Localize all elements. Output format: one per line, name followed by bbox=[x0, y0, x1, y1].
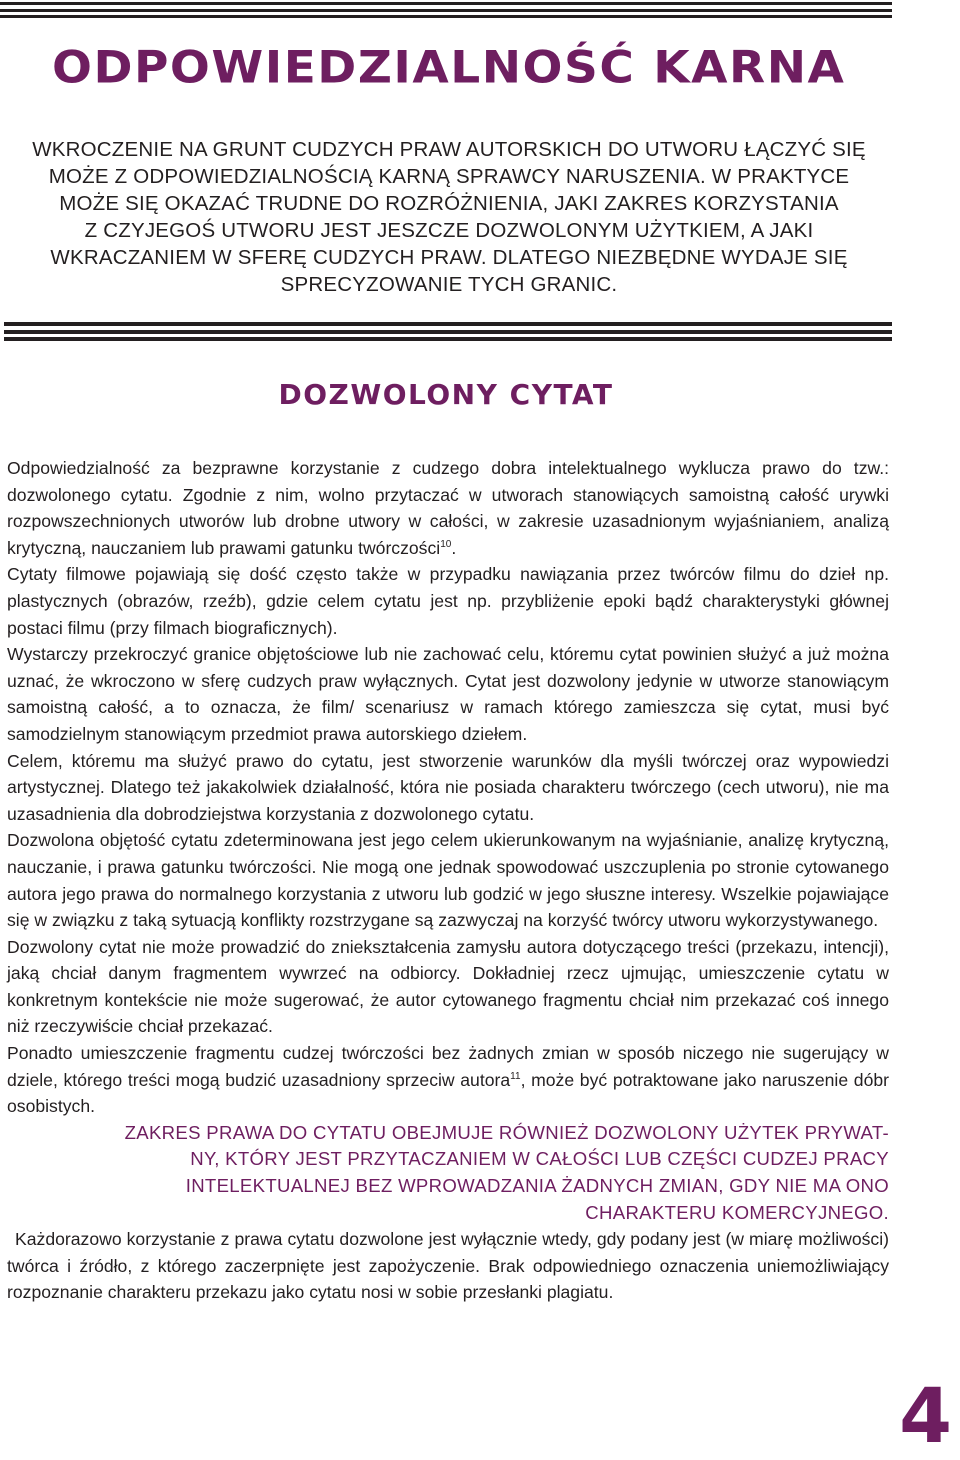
paragraph-text: . bbox=[451, 537, 457, 558]
section-heading: DOZWOLONY CYTAT bbox=[278, 378, 614, 411]
paragraph: Cytaty filmowe pojawiają się dość często także w przypadku nawiązania przez twórców filmu do dzieł np. plastycznych (obrazów, rzeźb), gdzie celem cytatu jest np. przybliżenie epoki bądź charakterystyki głównej postaci filmu (przy filmach biograficznych). bbox=[7, 564, 889, 638]
rule-line bbox=[4, 330, 892, 334]
paragraph-text: Odpowiedzialność za bezprawne korzystanie z cudzego dobra intelektualnego wyklucza prawo do tzw.: dozwolonego cytatu. Zgodnie z nim, wolno przytaczać w utworach stanowiących samoistną całość urywki rozpowszechnionych utworów lub drobne utwory w całości, w zakresie uzasadnionym wyjaśnianiem, analizą krytyczną, nauczaniem lub prawami gatunku twórczości bbox=[7, 458, 889, 558]
highlight-line: CHARAKTERU KOMERCYJNEGO. bbox=[585, 1201, 889, 1223]
rule-line bbox=[0, 2, 892, 5]
page-title: ODPOWIEDZIALNOŚĆ KARNA bbox=[52, 41, 846, 95]
intro-line: MOŻE SIĘ OKAZAĆ TRUDNE DO ROZRÓŻNIENIA, JAKI ZAKRES KORZYSTANIA bbox=[59, 192, 839, 215]
intro-line: WKROCZENIE NA GRUNT CUDZYCH PRAW AUTORSKICH DO UTWORU ŁĄCZYĆ SIĘ bbox=[32, 138, 866, 161]
highlight-line: INTELEKTUALNEJ BEZ WPROWADZANIA ŻADNYCH ZMIAN, GDY NIE MA ONO bbox=[185, 1175, 889, 1197]
footnote-ref: 10 bbox=[440, 538, 452, 550]
paragraph: Dozwolony cytat nie może prowadzić do zniekształcenia zamysłu autora dotyczącego treści (przekazu, intencji), jaką chciał danym fragmentem wywrzeć na odbiorcy. Dokładniej rzecz ujmując, umieszczenie cytatu w konkretnym kontekście nie może sugerować, że autor cytowanego fragmentu chciał nim przekazać coś innego niż rzeczywiście chciał przekazać. bbox=[7, 936, 889, 1037]
highlight-callout bbox=[7, 1120, 889, 1226]
intro-block bbox=[4, 136, 894, 298]
rule-line bbox=[0, 9, 892, 12]
footnote-ref: 11 bbox=[510, 1070, 521, 1082]
rule-line bbox=[4, 322, 892, 326]
article-body bbox=[7, 455, 889, 1306]
top-rules bbox=[0, 0, 892, 20]
closing-paragraph: Każdorazowo korzystanie z prawa cytatu dozwolone jest wyłącznie wtedy, gdy podany jest (w miarę możliwości) twórca i źródło, z którego zaczerpnięte jest zapożyczenie. Brak odpowiedniego oznaczenia uniemożliwiający rozpoznanie charakteru przekazu jako cytatu nosi w sobie przesłanki plagiatu. bbox=[7, 1229, 889, 1303]
paragraph: Dozwolona objętość cytatu zdeterminowana jest jego celem ukierunkowanym na wyjaśnianie, analizę krytyczną, nauczanie, i prawa gatunku twórczości. Nie mogą one jednak spowodować uszczuplenia po stronie cytowanego autora jego prawa do normalnego korzystania z utworu lub godzić w jego słuszne interesy. Wszelkie pojawiające się w związku z taką sytuacją konflikty rozstrzygane są zazwyczaj na korzyść twórcy utworu wykorzystywanego. bbox=[7, 830, 889, 931]
highlight-line: ZAKRES PRAWA DO CYTATU OBEJMUJE RÓWNIEŻ DOZWOLONY UŻYTEK PRYWAT- bbox=[124, 1121, 889, 1143]
paragraph bbox=[7, 455, 889, 561]
section-rules bbox=[4, 322, 892, 344]
intro-line: WKRACZANIEM W SFERĘ CUDZYCH PRAW. DLATEGO NIEZBĘDNE WYDAJE SIĘ bbox=[50, 246, 848, 269]
paragraph: Wystarczy przekroczyć granice objętościowe lub nie zachować celu, któremu cytat powinien służyć a już można uznać, że wkroczono w sferę cudzych praw wyłącznych. Cytat jest dozwolony jedynie w utworze stanowiącym samoistną całość, a to oznacza, że film/ scenariusz w ramach którego zamieszcza się cytat, musi być samodzielnym stanowiącym przedmiot prawa autorskiego dziełem. bbox=[7, 644, 889, 744]
paragraph-text: , może być potraktowane jako naruszenie dóbr osobistych. bbox=[7, 1069, 889, 1117]
page-number: 4 bbox=[899, 1371, 952, 1460]
highlight-line: NY, KTÓRY JEST PRZYTACZANIEM W CAŁOŚCI LUB CZĘŚCI CUDZEJ PRACY bbox=[190, 1148, 889, 1170]
paragraph-text: Ponadto umieszczenie fragmentu cudzej twórczości bez żadnych zmian w sposób niczego nie sugerujący w dziele, którego treści mogą budzić uzasadniony sprzeciw autora bbox=[7, 1043, 889, 1090]
rule-line bbox=[4, 337, 892, 341]
intro-line: MOŻE Z ODPOWIEDZIALNOŚCIĄ KARNĄ SPRAWCY NARUSZENIA. W PRAKTYCE bbox=[48, 165, 850, 188]
paragraph: Celem, któremu ma służyć prawo do cytatu, jest stworzenie warunków dla myśli twórczej oraz wypowiedzi artystycznej. Dlatego też jakakolwiek działalność, która nie posiada charakteru twórczego (cech utworu), nie ma uzasadnienia dla dobrodziejstwa korzystania z dozwolonego cytatu. bbox=[7, 750, 889, 824]
paragraph bbox=[7, 1040, 889, 1120]
intro-line: Z CZYJEGOŚ UTWORU JEST JESZCZE DOZWOLONYM UŻYTKIEM, A JAKI bbox=[84, 219, 814, 242]
intro-line: SPRECYZOWANIE TYCH GRANIC. bbox=[280, 273, 618, 296]
rule-line bbox=[0, 15, 892, 18]
